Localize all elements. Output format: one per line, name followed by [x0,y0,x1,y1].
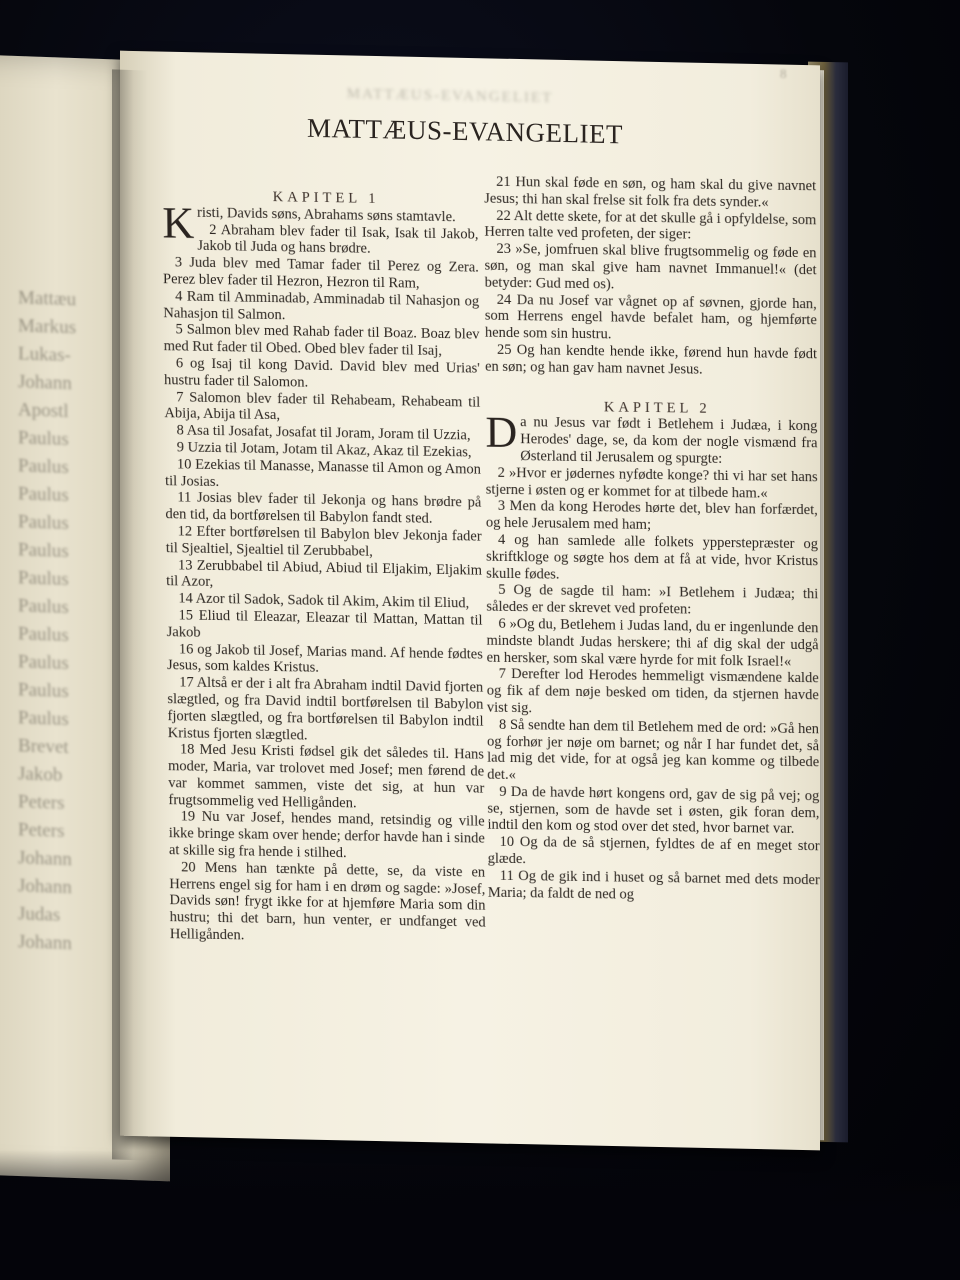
toc-entry: Paulus [18,651,69,675]
verse: 19 Nu var Josef, hendes mand, retsindig og ville ikke bringe skam over hende; derfor havde han i sinde at skille sig fra hende i stilhed. [168,808,485,862]
chapter-1-verses [162,221,486,949]
toc-entry: Paulus [18,707,69,731]
chapter-2-heading: KAPITEL 2 [603,398,711,417]
toc-entry: Peters [18,791,65,814]
toc-entry: Johann [18,931,72,955]
verse: 5 Og de sagde til ham: »I Betlehem i Judæa; thi således er der skrevet ved profeten: [486,582,819,618]
verse: 7 Derefter lod Herodes hemmeligt vismændene kalde og fik af dem nøje besked om tiden, da stjernen havde vist sig. [486,666,819,717]
toc-entry: Mattæu [18,287,77,311]
verse: 11 Josias blev fader til Jekonja og hans brødre på den tid, da bortførelsen til Babylon fandt sted. [165,489,482,528]
page-number: 8 [780,66,787,81]
verse: 4 Ram til Amminadab, Amminadab til Nahasjon og Nahasjon til Salmon. [163,288,480,323]
verse-text: risti, Davids søns, Abrahams søns stamtavle. [197,204,456,226]
toc-entry: Judas [18,903,61,926]
verse: 18 Med Jesu Kristi fødsel gik det således til. Hans moder, Maria, var trolovet med Josef; men førend de var kommet sammen, viste det sig, at hun var frugtsommelig ved Helligånden. [168,741,485,812]
verse: 10 Ezekias til Manasse, Manasse til Amon og Amon til Josias. [165,456,482,490]
verse: 14 Azor til Sadok, Sadok til Akim, Akim til Eliud, [178,590,470,612]
verse: 17 Altså er der i alt fra Abraham indtil David fjorten slægtled, og fra David indtil bortførelsen til Babylon fjorten slægtled, og fra bortførelsen til Babylon indtil Kristus fjorten slægtled. [167,674,484,744]
verse: 3 Men da kong Herodes hørte det, blev han forfærdet, og hele Jerusalem med ham; [485,498,818,534]
verse: 21 Hun skal føde en søn, og ham skal du give navnet Jesus; thi han skal frelse sit folk fra dets synder.« [484,173,817,211]
verse: 11 Og de gik ind i huset og så barnet med dets moder Maria; da faldt de ned og [487,867,820,903]
toc-entry: Brevet [18,735,69,759]
chapter-1-continued-verses [484,174,817,380]
toc-entry: Paulus [18,427,69,451]
toc-entry: Markus [18,315,77,339]
verse: 13 Zerubbabel til Abiud, Abiud til Eljakim, Eljakim til Azor, [166,556,483,591]
toc-entry: Paulus [18,623,69,647]
right-column [484,174,820,906]
book-title: MATTÆUS-EVANGELIET [307,112,623,150]
verse: 15 Eliud til Eleazar, Eleazar til Mattan, Mattan til Jakob [166,607,483,641]
verse: 22 Alt dette skete, for at det skulle gå i opfyldelse, som Herren talte ved profeten, der siger: [484,207,817,243]
verse: 24 Da nu Josef var vågnet op af søvnen, gjorde han, som Herrens engel havde befalet ham, og hjemførte hende som sin hustru. [484,291,817,343]
toc-entry: Paulus [18,595,69,619]
verse: 2 Abraham blev fader til Isak, Isak til Jakob, Jakob til Juda og hans brødre. [197,221,479,258]
verse: 23 »Se, jomfruen skal blive frugtsommelig og føde en søn, og man skal give ham navnet Immanuel!« (det betyder: Gud med os). [484,241,817,293]
toc-entry: Paulus [18,567,69,591]
dark-table [0,1150,960,1280]
toc-entry: Lukas- [18,343,71,367]
verse: 16 og Jakob til Josef, Marias mand. Af hende fødtes Jesus, som kaldes Kristus. [166,640,483,677]
chapter-2-verses [486,464,820,905]
left-column [162,187,486,949]
verse: 7 Salomon blev fader til Rehabeam, Rehabeam til Abija, Abija til Asa, [164,388,481,424]
running-head: MATTÆUS-EVANGELIET [346,85,554,107]
verse: 9 Uzzia til Jotam, Jotam til Akaz, Akaz til Ezekias, [176,439,472,461]
verse: 9 Da de havde hørt kongens ord, gav de sig på vej; og se, stjernen, som de havde set i østen, gik foran dem, indtil den kom og stod over det sted, hvor barnet var. [487,783,820,838]
toc-entry: Paulus [18,483,69,507]
drop-cap: K [162,197,195,248]
verse: 6 »Og du, Betlehem i Judas land, du er ingenlunde den mindste blandt Judas herskere; thi af dig skal der udgå en hersker, som skal være hyrde for mit folk Israel!« [486,615,819,670]
toc-entry: Johann [18,371,72,395]
toc-entry: Johann [18,847,72,871]
book-gutter [112,69,148,1160]
toc-entry: Paulus [18,511,69,535]
verse: 20 Mens han tænkte på dette, se, da viste en Herrens engel sig for ham i en drøm og sagde: »Josef, Davids søn! frygt ikke for at hjemføre Maria som din hustru; thi det barn, hun venter, er undfanget ved Helligånden. [169,859,486,944]
verse: 8 Asa til Josafat, Josafat til Joram, Joram til Uzzia, [176,422,471,444]
toc-entry: Peters [18,819,65,842]
toc-entry: Jakob [18,763,63,786]
verse: 5 Salmon blev med Rahab fader til Boaz. Boaz blev med Rut fader til Obed. Obed blev fader til Isaj, [163,321,480,360]
toc-entry: Apostl [18,399,69,423]
verse: 2 »Hvor er jødernes nyfødte konge? thi vi har set hans stjerne i østen og er kommet for at tilbede ham.« [485,464,818,502]
toc-entry: Paulus [18,539,69,563]
verse: 8 Så sendte han dem til Betlehem med de ord: »Gå hen og forhør jer nøje om barnet; og når I har fundet det, så lad mig det vide, for at også jeg kan komme og tilbede det.« [487,716,820,784]
toc-entry: Paulus [18,455,69,479]
verse-text: a nu Jesus var født i Betlehem i Judæa, i kong Herodes' dage, se, da kom der nogle vismænd fra Østerland til Jerusalem og spurgte: [520,414,818,467]
toc-entry: Paulus [18,679,69,703]
verse: 10 Og da de så stjernen, fyldtes de af en meget stor glæde. [487,834,820,868]
chapter-2-verse-1 [485,408,818,469]
drop-cap: D [485,408,518,458]
verse: 12 Efter bortførelsen til Babylon blev Jekonja fader til Sjealtiel, Sjealtiel til Zerubbabel, [165,523,482,560]
toc-entry: Johann [18,875,72,899]
verse: 3 Juda blev med Tamar fader til Perez og Zera. Perez blev fader til Hezron, Hezron til Ram, [162,254,479,292]
verse: 6 og Isaj til kong David. David blev med Urias' hustru fader til Salomon. [163,355,480,391]
verse: 25 Og han kendte hende ikke, førend hun havde født en søn; og han gav ham navnet Jesus. [485,341,818,378]
verse: 4 og han samlede alle folkets ypperstepræster og skriftkloge og søgte hos dem at få at vide, hvor Kristus skulle fødes. [486,531,819,583]
left-page-toc [0,284,75,959]
chapter-1-heading: KAPITEL 1 [272,189,380,207]
